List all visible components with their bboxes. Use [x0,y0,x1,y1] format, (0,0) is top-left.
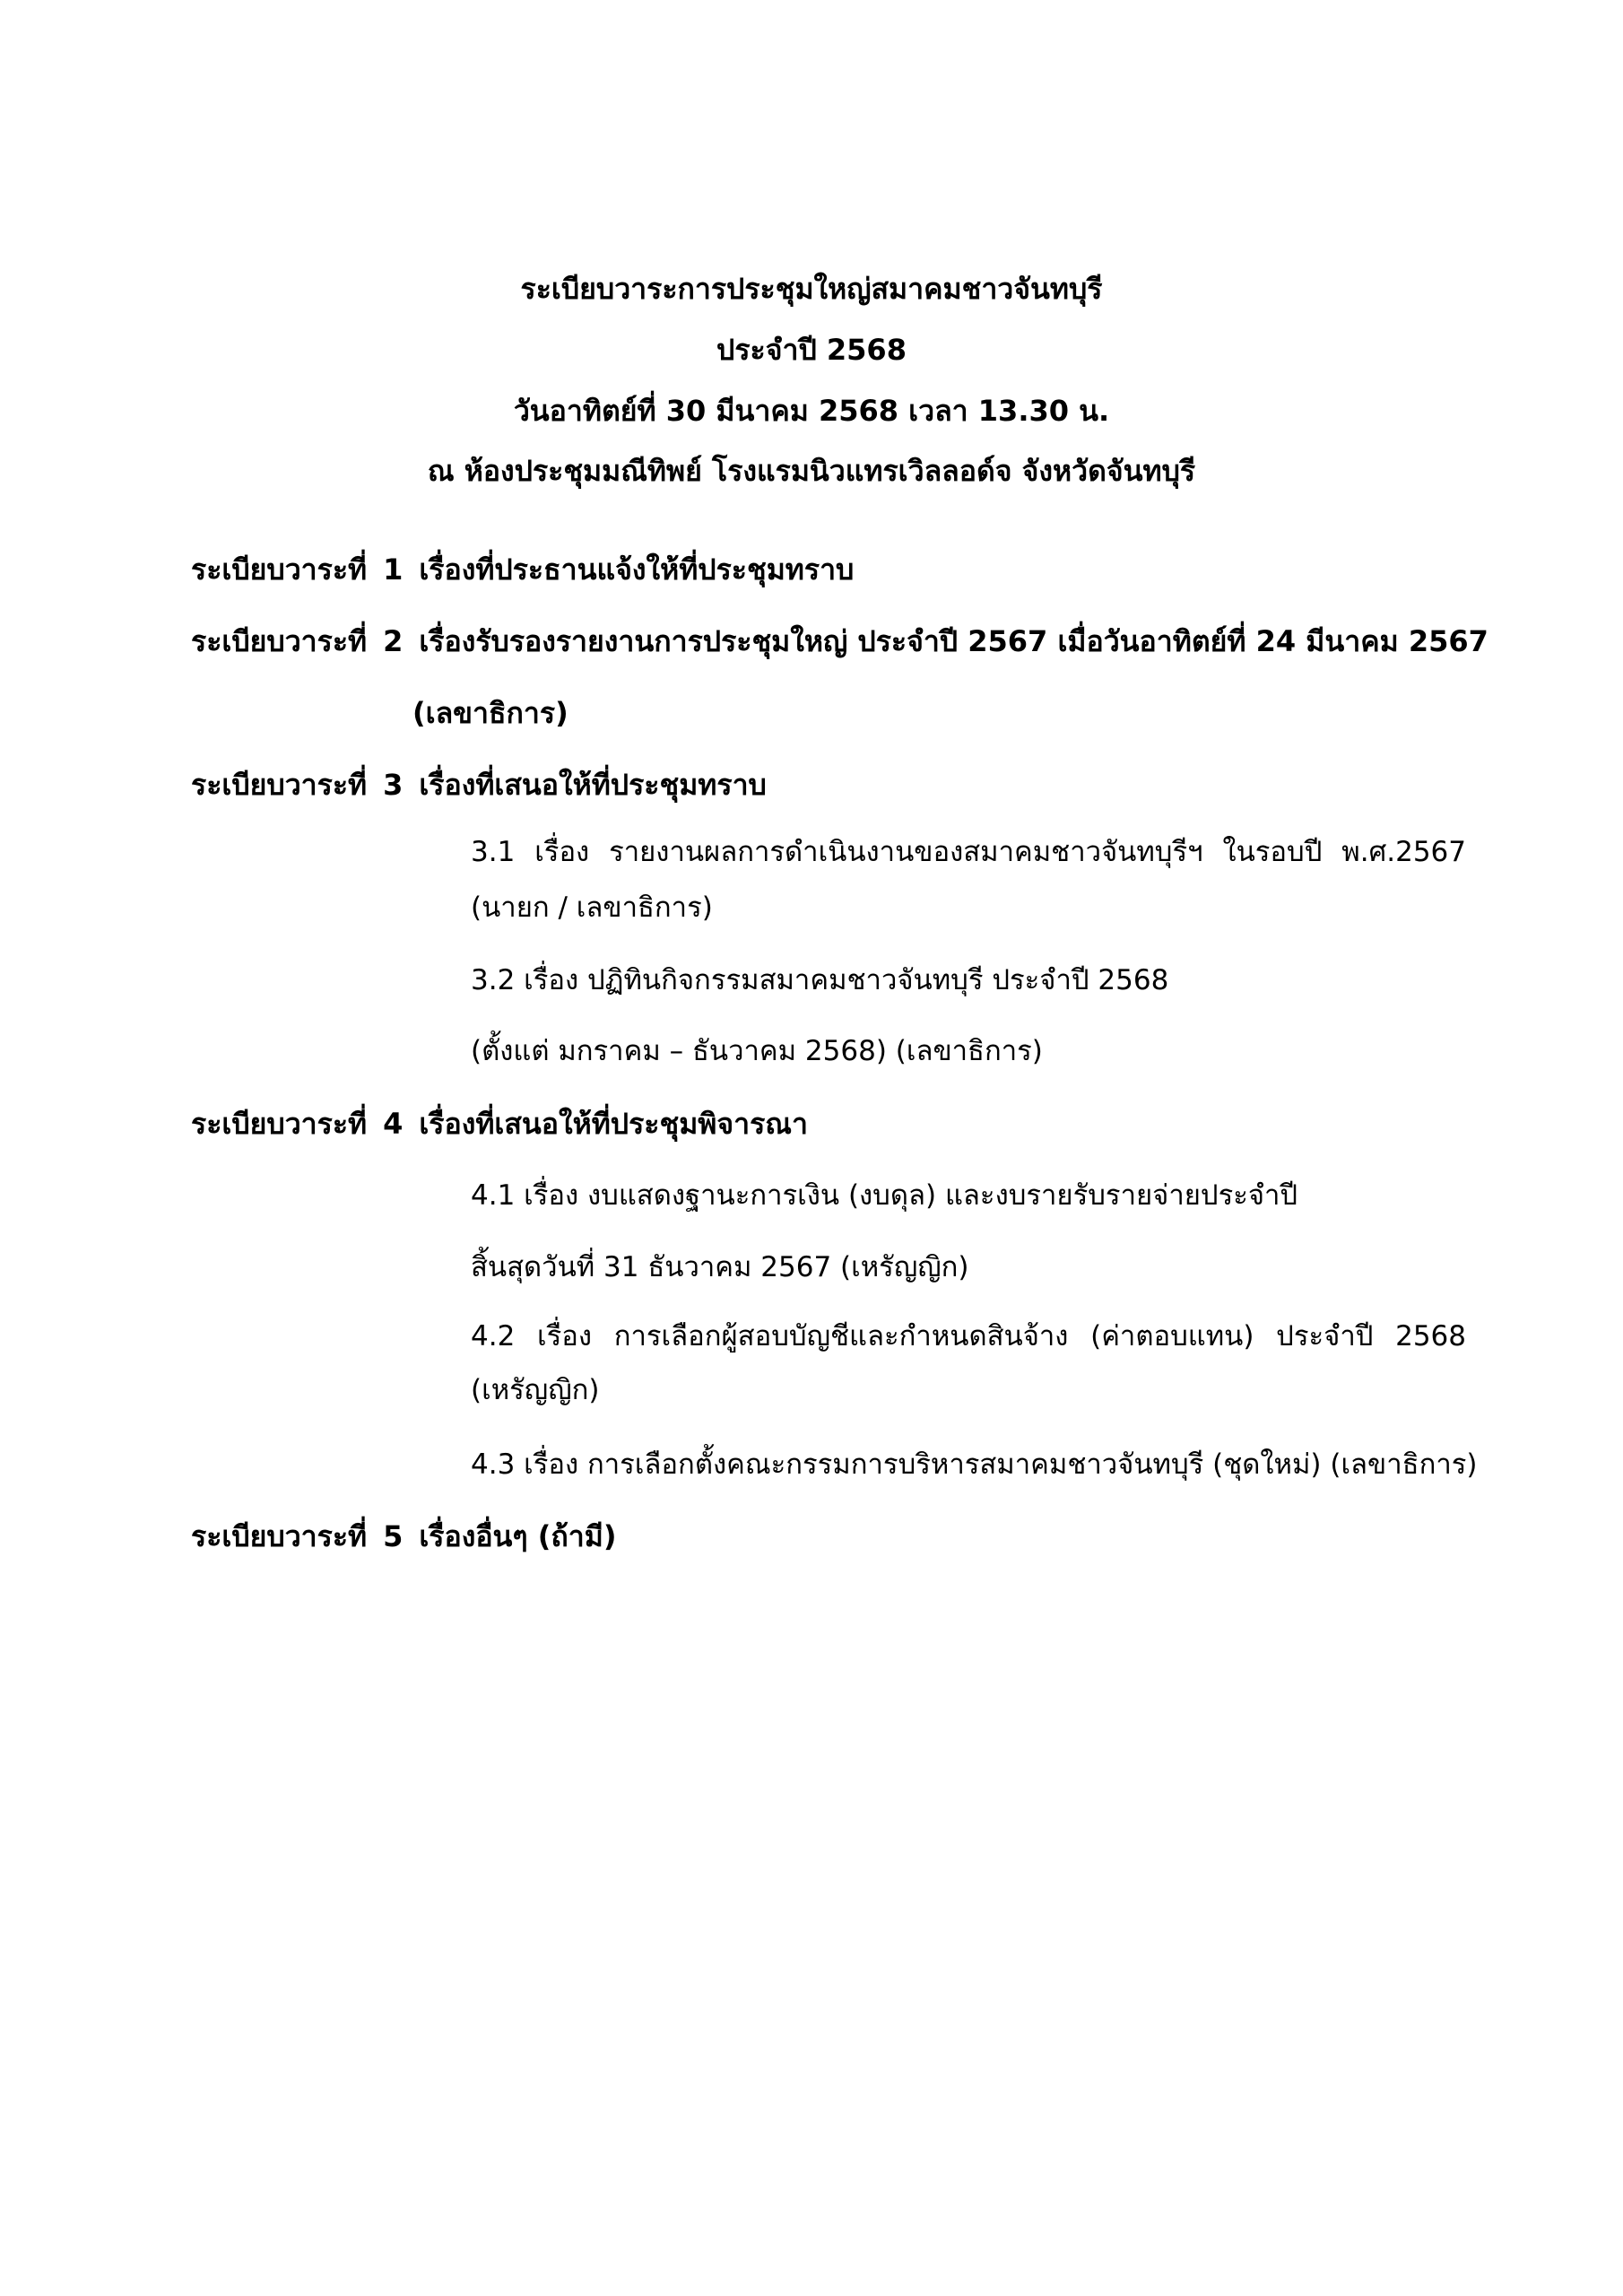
agenda-item-1 [191,552,854,587]
document-title: ระเบียบวาระการประชุมใหญ่สมาคมชาวจันทบุรี [520,272,1103,306]
sub-item-4-1: 4.1 เรื่อง งบแสดงฐานะการเงิน (งบดุล) และงบรายรับรายจ่ายประจำปี [471,1179,1298,1212]
agenda-title: เรื่องที่เสนอให้ที่ประชุมทราบ [419,768,767,802]
agenda-item-4 [191,1106,808,1142]
agenda-title: เรื่องที่เสนอให้ที่ประชุมพิจารณา [419,1107,808,1141]
agenda-number: 1 [383,552,404,587]
agenda-title: เรื่องรับรองรายงานการประชุมใหญ่ ประจำปี 2567 เมื่อวันอาทิตย์ที่ 24 มีนาคม 2567 [419,624,1488,658]
agenda-title: เรื่องอื่นๆ (ถ้ามี) [419,1519,617,1553]
sub-item-3-2: 3.2 เรื่อง ปฏิทินกิจกรรมสมาคมชาวจันทบุรี ประจำปี 2568 [471,964,1169,996]
agenda-number: 4 [383,1107,404,1141]
sub-item-3-1-note: (นายก / เลขาธิการ) [471,891,713,924]
meeting-datetime: วันอาทิตย์ที่ 30 มีนาคม 2568 เวลา 13.30 น. [513,394,1110,428]
agenda-item-5 [191,1518,616,1554]
agenda-label: ระเบียบวาระที่ [191,624,368,658]
agenda-number: 5 [383,1519,404,1553]
agenda-number: 2 [383,624,404,658]
agenda-label: ระเบียบวาระที่ [191,768,368,802]
agenda-label: ระเบียบวาระที่ [191,1107,368,1141]
sub-item-3-1: 3.1 เรื่อง รายงานผลการดำเนินงานของสมาคมชาวจันทบุรีฯ ในรอบปี พ.ศ.2567 [471,836,1466,868]
agenda-title: เรื่องที่ประธานแจ้งให้ที่ประชุมทราบ [419,552,855,587]
agenda-label: ระเบียบวาระที่ [191,1519,368,1553]
sub-item-3-2-note: (ตั้งแต่ มกราคม – ธันวาคม 2568) (เลขาธิการ) [471,1035,1043,1067]
agenda-item-2-continuation: (เลขาธิการ) [412,696,568,730]
document-year: ประจำปี 2568 [716,333,907,367]
meeting-venue: ณ ห้องประชุมมณีทิพย์ โรงแรมนิวแทรเวิลลอด์จ จังหวัดจันทบุรี [427,454,1196,488]
sub-item-4-1-note: สิ้นสุดวันที่ 31 ธันวาคม 2567 (เหรัญญิก) [471,1251,969,1283]
agenda-number: 3 [383,768,404,802]
agenda-item-3 [191,767,767,803]
sub-item-4-2: 4.2 เรื่อง การเลือกผู้สอบบัญชีและกำหนดสินจ้าง (ค่าตอบแทน) ประจำปี 2568 [471,1320,1466,1352]
sub-item-4-3: 4.3 เรื่อง การเลือกตั้งคณะกรรมการบริหารสมาคมชาวจันทบุรี (ชุดใหม่) (เลขาธิการ) [471,1448,1478,1481]
agenda-label: ระเบียบวาระที่ [191,552,368,587]
sub-item-4-2-note: (เหรัญญิก) [471,1374,600,1406]
agenda-item-2 [191,623,1488,659]
